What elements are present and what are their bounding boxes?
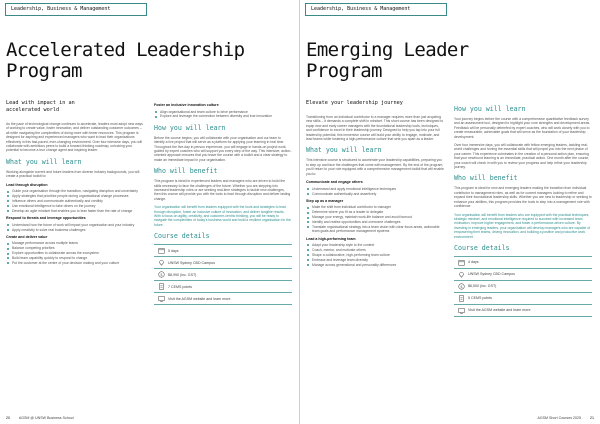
detail-text: $6,500 (inc. GST)	[468, 284, 497, 289]
web-icon	[154, 295, 168, 302]
title-line: Program	[306, 60, 382, 82]
lead-line: Lead with impact in an	[6, 100, 75, 106]
svg-text:$: $	[459, 284, 463, 289]
right-column-1	[306, 100, 444, 270]
bullet-list	[306, 187, 444, 196]
lead-line: accelerated world	[6, 107, 60, 113]
detail-text: $8,990 (inc. GST)	[168, 272, 197, 277]
detail-row-location	[154, 257, 292, 269]
bullet-icon	[307, 193, 309, 195]
learn-paragraph: This intensive course is structured to accelerate your leadership capabilities, preparing you to step up and face the challenges that come with management. By the end of the program, you'll return to your role equipped with a comprehensive management toolkit that will enable you to:	[306, 158, 444, 176]
bullet-list	[6, 189, 144, 213]
bullet-icon	[155, 116, 157, 118]
list-item	[154, 114, 292, 118]
how-paragraph-2: Over four immersive days, you will collaborate with fellow emerging leaders, tackling real-world challenges and honing the essential skills that will propel you into the next phase of your career. This experience culminates in the creation of a personal action plan, ensuring that your newfound learning is an immediate, practical action. One month after the course, your coach will check in with you to review your progress and help refine your leadership journey.	[454, 143, 590, 170]
page-title	[6, 40, 244, 82]
list-item	[6, 228, 144, 232]
price-icon	[154, 271, 168, 278]
list-item-text: Make the shift from individual contributor to manager	[312, 205, 391, 210]
list-item	[306, 253, 444, 257]
list-item-text: Use emotional intelligence to take others on the journey	[12, 203, 96, 208]
benefit-callout: Your organisation will benefit from leaders equipped with the tools and strategies to lead through disruption, foster an inclusive culture of innovation, and deliver tangible results. With a focus on agility, creativity, and customer-centric thinking, you will be ready to navigate the complexities of today's business world and build a resilient organisation for the future.	[154, 205, 291, 227]
group-heading: Communicate and engage others	[306, 180, 363, 185]
list-item	[154, 110, 292, 114]
list-item-text: Apply strategies that prioritise people during organisational change processes	[12, 194, 129, 199]
list-item-text: Embrace and leverage team diversity	[312, 257, 368, 262]
bullet-icon	[7, 248, 9, 250]
bullet-icon	[7, 200, 9, 202]
detail-row-duration	[454, 257, 592, 269]
calendar-icon	[154, 247, 168, 254]
list-item	[6, 223, 144, 227]
svg-text:$: $	[159, 273, 163, 278]
title-line: Accelerated Leadership	[6, 39, 245, 61]
bullet-list	[306, 243, 444, 267]
detail-text: UNSW Sydney CBD Campus	[168, 260, 215, 265]
bullet-icon	[307, 217, 309, 219]
group-heading: Step up as a manager	[306, 198, 344, 203]
list-item-text: Coach, mentor, and motivate others	[312, 248, 366, 253]
list-item	[306, 248, 444, 252]
detail-row-credits	[154, 281, 292, 293]
detail-text: 5 CEMS points	[468, 296, 492, 301]
list-item-text: Translate organisational strategy into a team vision with clear focus areas, actionable team goals and performance management systems	[312, 225, 440, 234]
bullet-icon	[7, 205, 9, 207]
bullet-icon	[307, 254, 309, 256]
bullet-icon	[155, 111, 157, 113]
list-item	[306, 243, 444, 247]
intro-paragraph: As the pace of technological change continues to accelerate, leaders must adopt new ways of working to create value, foster innovation, and deliver outstanding customer outcomes – all while navigating the complexities of doing more with fewer resources. This program is designed for aspiring and experienced managers who want to lead their organisations effectively in this fast-paced, ever-changing environment. Over four intensive days, you will collaborate with ambitious peers to build a forward-thinking roadmap, unlocking your potential to become a true change agent and inspiring leader.	[6, 122, 143, 153]
right-column-2	[454, 100, 592, 317]
section-heading-how: How you will learn	[154, 123, 226, 132]
section-heading-learn: What you will learn	[6, 157, 82, 166]
list-item-text: Understand and apply emotional intelligence techniques	[312, 186, 397, 191]
left-column-1	[6, 100, 144, 268]
detail-row-website[interactable]	[154, 293, 292, 305]
bullet-list	[6, 223, 144, 232]
list-item-text: Shape a collaborative, high-performing team culture	[312, 252, 390, 257]
left-column-2	[154, 100, 292, 305]
benefit-paragraph: This program is ideal for new and emerging leaders making the transition from individual contributor to management roles, as well as for current managers looking to refine and expand their foundational leadership skills. Whether you are new to leadership or seeking to enhance your abilities, this program provides the tools to step into a management role with confidence.	[454, 186, 592, 209]
bullet-icon	[307, 244, 309, 246]
list-item-text: Explore and leverage the connection between diversity and true innovation	[160, 114, 272, 119]
lead-text	[6, 100, 144, 114]
list-item-text: Determine where you fit as a leader to delegate	[312, 210, 384, 215]
list-item	[6, 194, 144, 198]
how-paragraph: Your journey begins before the course with a comprehensive quantitative feedback survey and an assessment tool, designed to highlight your core strengths and development areas. Feedback will be personally debriefed by expert coaches, who will work closely with you to create measurable, achievable goals that will serve as the foundation of your leadership development.	[454, 117, 591, 139]
list-item	[6, 209, 144, 213]
list-item-text: Identify and realise opportunities and overcome challenges	[312, 220, 401, 225]
list-item	[306, 258, 444, 262]
list-item	[306, 205, 444, 209]
bullet-icon	[307, 249, 309, 251]
detail-text: 5 days	[168, 248, 179, 253]
group-heading: Lead a high-performing team	[306, 236, 356, 241]
list-item-text: Put the customer at the centre of your decision making and your culture	[12, 261, 120, 266]
section-heading-details: Course details	[154, 232, 210, 241]
location-icon	[454, 271, 468, 278]
list-item-text: Build team capability quickly to respond to change	[12, 256, 88, 261]
list-item	[6, 241, 144, 245]
list-item	[306, 220, 444, 224]
web-icon	[454, 307, 468, 314]
list-item-text: Manage performance across multiple teams	[12, 241, 78, 246]
list-item-text: Manage across generational and personality differences	[312, 262, 397, 267]
list-item	[306, 210, 444, 214]
credit-icon	[154, 283, 168, 290]
list-item-text: Align organisational and team culture to drive performance	[160, 109, 248, 114]
section-heading-benefit: Who will benefit	[454, 174, 518, 183]
benefit-paragraph: This program is ideal for experienced leaders and managers who are driven to build the skills necessary to face the challenges of the future. Whether you are stepping into increased leadership roles or are seeking real-time strategies to tackle new challenges, then this course will provide you with the tools to lead through disruption and deliver lasting change.	[154, 179, 291, 201]
list-item-text: Balance competing priorities	[12, 246, 55, 251]
list-item-text: Adapt your leadership style to the context	[312, 243, 375, 248]
bullet-icon	[307, 264, 309, 266]
list-item-text: Communicate authentically and assertively	[312, 191, 377, 196]
category-tag: Leadership, Business & Management	[5, 3, 147, 16]
bullet-list	[306, 205, 444, 233]
benefit-callout: Your organisation will benefit from leaders who are equipped with the practical techniques, strategic mindset, and emotional intelligence required to succeed with increased team motivation, improve higher engagement, and foster a performance-driven culture. By investing in emerging leaders, your organisation will develop managers who are capable of empowering their teams, driving innovation, and building a positive and productive work environment.	[454, 212, 591, 239]
calendar-icon	[454, 259, 468, 266]
right-page	[300, 0, 600, 424]
course-details	[454, 256, 592, 317]
list-item	[306, 187, 444, 191]
learn-paragraph: Working alongside current and future leaders from diverse industry backgrounds, you will create a practical toolkit to:	[6, 169, 140, 179]
section-heading-how: How you will learn	[454, 105, 526, 113]
list-item	[6, 199, 144, 203]
list-item	[6, 204, 144, 208]
bullet-icon	[7, 224, 9, 226]
list-item	[306, 192, 444, 196]
detail-row-website[interactable]	[454, 305, 592, 317]
list-item	[306, 263, 444, 267]
bullet-icon	[7, 243, 9, 245]
credit-icon	[454, 295, 468, 302]
page-number: 21	[590, 416, 594, 420]
detail-row-price	[154, 269, 292, 281]
website-link[interactable]: Visit the AGSM website and learn more	[468, 308, 531, 313]
title-line: Emerging Leader	[306, 39, 469, 61]
how-paragraph: Before the course begins, you will collaborate with your organisation and our team to identify a live project that will serve as a platform for applying your learning in real time. Throughout the five-day in-person experience, you will engage in hands-on project work, guided by expert coaches who will support you every step of the way. This intensive, action-oriented approach ensures that you leave the course with a toolkit and a clear strategy to make an immediate impact in your organisation.	[154, 135, 292, 162]
list-item-text: Guide your organisation through the transition, navigating disruption and uncertainty	[12, 189, 138, 194]
list-item-text: Explore opportunities to collaborate across the ecosystem	[12, 251, 99, 256]
category-tag: Leadership, Business & Management	[305, 3, 447, 16]
website-link[interactable]: Visit the AGSM website and learn more	[168, 296, 231, 301]
bullet-icon	[307, 212, 309, 214]
bullet-icon	[307, 188, 309, 190]
course-details	[154, 244, 292, 305]
bullet-icon	[7, 195, 9, 197]
list-item	[6, 189, 144, 193]
bullet-icon	[307, 221, 309, 223]
location-icon	[154, 259, 168, 266]
list-item	[6, 246, 144, 250]
list-item	[6, 256, 144, 260]
detail-row-price	[454, 281, 592, 293]
list-item-text: Influence others and communicate authentically and credibly	[12, 199, 103, 204]
section-heading-details: Course details	[454, 243, 510, 252]
bullet-list	[6, 241, 144, 265]
list-item-text: Manage your energy, maintain work-life balance and avoid burnout	[312, 215, 413, 220]
footer-text: AGSM @ UNSW Business School	[18, 416, 74, 420]
bullet-icon	[307, 207, 309, 209]
bullet-icon	[7, 229, 9, 231]
list-item-text: Apply creativity to solve real business challenges	[12, 227, 86, 232]
bullet-icon	[7, 210, 9, 212]
detail-row-duration	[154, 245, 292, 257]
section-heading-learn: What you will learn	[306, 146, 382, 155]
list-item-text: Develop an agile mindset that enables you to lean faster than the rate of change	[12, 208, 133, 213]
title-line: Program	[6, 60, 82, 82]
lead-text: Elevate your leadership journey	[306, 100, 403, 106]
bullet-list	[154, 110, 292, 119]
bullet-icon	[307, 226, 309, 228]
price-icon	[454, 283, 468, 290]
page-footer	[6, 416, 74, 420]
group-heading: Foster an inclusive innovation culture	[154, 103, 219, 107]
page-number: 20	[6, 416, 10, 420]
list-item-text: Understand how the future of work will impact your organisation and your industry	[12, 222, 135, 227]
page-footer	[537, 416, 594, 420]
detail-text: UNSW Sydney CBD Campus	[468, 272, 515, 277]
list-item	[6, 261, 144, 265]
page-title	[306, 40, 469, 82]
detail-row-credits	[454, 293, 592, 305]
footer-text: AGSM Short Courses 2025	[537, 416, 581, 420]
group-heading: Respond to threats and leverage opportunities	[6, 216, 86, 221]
section-heading-benefit: Who will benefit	[154, 167, 218, 176]
detail-text: 7 CEMS points	[168, 284, 192, 289]
list-item	[306, 225, 444, 234]
detail-row-location	[454, 269, 592, 281]
detail-text: 4 days	[468, 260, 479, 265]
bullet-icon	[7, 253, 9, 255]
group-heading: Create and deliver value	[6, 234, 48, 239]
group-heading: Lead through disruption	[6, 182, 48, 187]
bullet-icon	[7, 191, 9, 193]
list-item	[306, 215, 444, 219]
bullet-icon	[7, 262, 9, 264]
bullet-icon	[307, 259, 309, 261]
list-item	[6, 251, 144, 255]
intro-paragraph: Transitioning from an individual contributor to a manager requires more than just acquiring new skills – it demands a complete shift in mindset. This short course has been designed to equip new and early career managers with the foundational leadership tools, techniques, and confidence to excel in their leadership journey. Designed to help you tap into your full leadership potential, this immersive course will build your ability to engage, motivate, and lead teams while fostering a high-performance culture that sets you apart as a leader.	[306, 115, 444, 142]
bullet-icon	[7, 257, 9, 259]
